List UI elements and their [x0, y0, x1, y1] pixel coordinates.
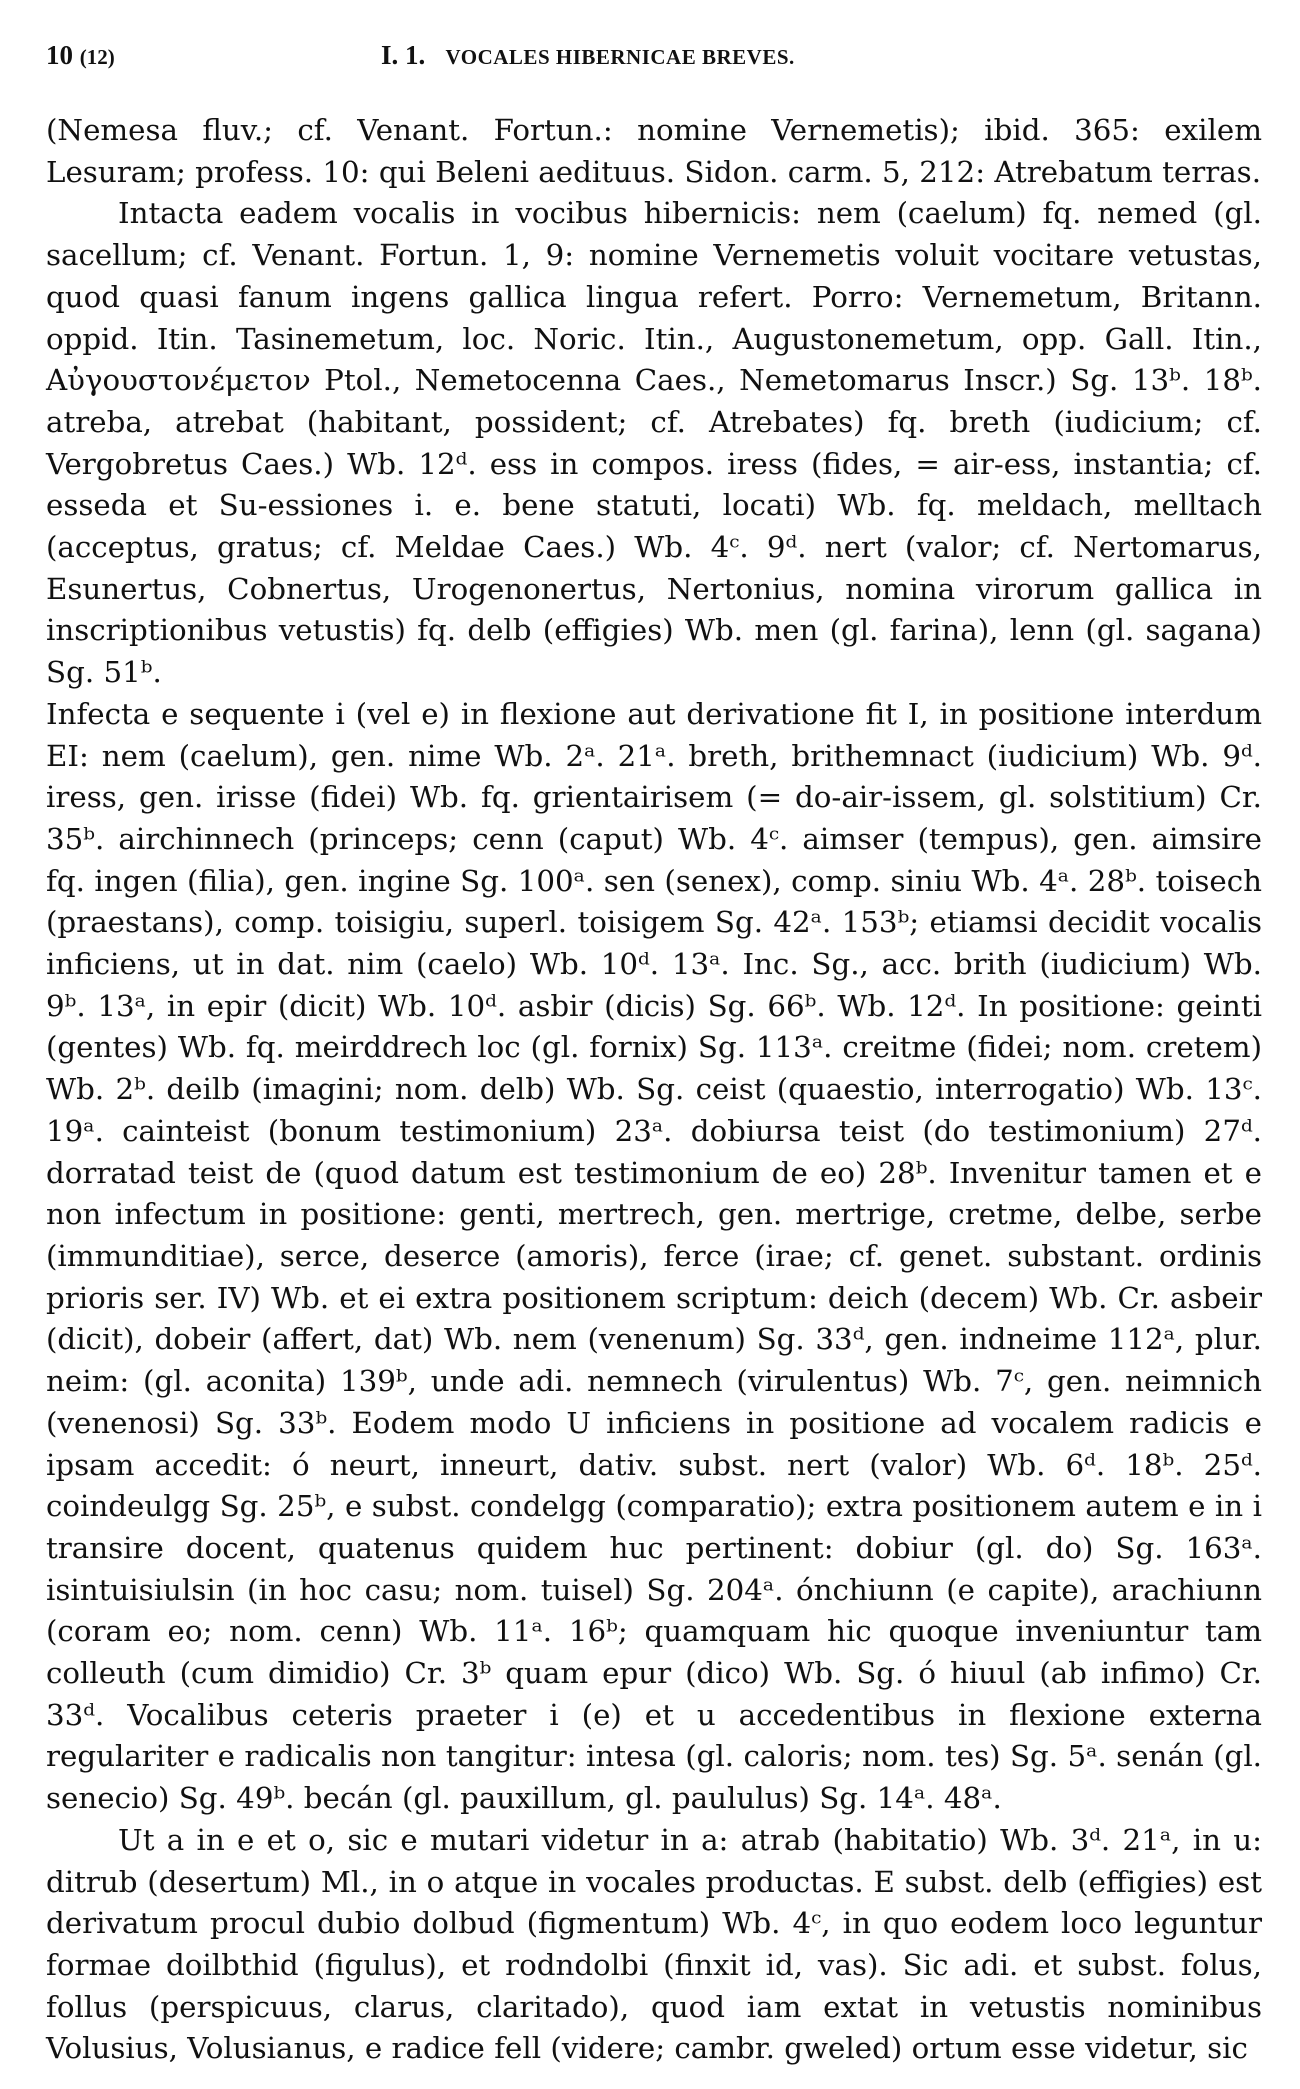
- body-text: [46, 110, 1262, 2070]
- paragraph-ut-a: Ut a in e et o, sic e mutari videtur in a: atrab (habitatio) Wb. 3ᵈ. 21ᵃ, in u: ditrub (desertum) Ml., in o atque in vocales productas. E subst. delb (effigies) est derivatum procul dubio dolbud (figmentum) Wb. 4ᶜ, in quo eodem loco leguntur formae doilbthid (figulus), et rodndolbi (finxit id, vas). Sic adi. et subst. folus, follus (perspicuus, clarus, claritado), quod iam extat in vetustis nominibus Volusius, Volusianus, e radice fell (videre; cambr. gweled) ortum esse videtur, sic: [46, 1822, 1262, 2066]
- page-number-value: 10: [46, 40, 73, 70]
- paragraph-continuation: (Nemesa fluv.; cf. Venant. Fortun.: nomine Vernemetis); ibid. 365: exilem Lesuram; profess. 10: qui Beleni aedituus. Sidon. carm. 5, 212: Atrebatum terras.: [46, 113, 1262, 189]
- page-header: [46, 40, 1262, 84]
- running-title: VOCALES HIBERNICAE BREVES.: [445, 45, 795, 69]
- page-number: [46, 40, 115, 71]
- page-number-alt: (12): [79, 45, 115, 69]
- section-number: I. 1.: [381, 40, 426, 70]
- running-head: [381, 40, 795, 71]
- paragraph-intacta: Intacta eadem vocalis in vocibus hibernicis: nem (caelum) fq. nemed (gl. sacellum; cf. Venant. Fortun. 1, 9: nomine Vernemetis voluit vocitare vetustas, quod quasi fanum ingens gallica lingua refert. Porro: Vernemetum, Britann. oppid. Itin. Tasinemetum, loc. Noric. Itin., Augustonemetum, opp. Gall. Itin., Αὐγουστονέμετον Ptol., Nemetocenna Caes., Nemetomarus Inscr.) Sg. 13ᵇ. 18ᵇ. atreba, atrebat (habitant, possident; cf. Atrebates) fq. breth (iudicium; cf. Vergobretus Caes.) Wb. 12ᵈ. ess in compos. iress (fides, = air-ess, instantia; cf. esseda et Su-essiones i. e. bene statuti, locati) Wb. fq. meldach, melltach (acceptus, gratus; cf. Meldae Caes.) Wb. 4ᶜ. 9ᵈ. nert (valor; cf. Nertomarus, Esunertus, Cobnertus, Urogenonertus, Nertonius, nomina virorum gallica in inscriptionibus vetustis) fq. delb (effigies) Wb. men (gl. farina), lenn (gl. sagana) Sg. 51ᵇ.: [46, 196, 1262, 690]
- paragraph-infecta: Infecta e sequente i (vel e) in flexione aut derivatione fit I, in positione interdum EI: nem (caelum), gen. nime Wb. 2ᵃ. 21ᵃ. breth, brithemnact (iudicium) Wb. 9ᵈ. iress, gen. irisse (fidei) Wb. fq. grientairisem (= do-air-issem, gl. solstitium) Cr. 35ᵇ. airchinnech (princeps; cenn (caput) Wb. 4ᶜ. aimser (tempus), gen. aimsire fq. ingen (filia), gen. ingine Sg. 100ᵃ. sen (senex), comp. siniu Wb. 4ᵃ. 28ᵇ. toisech (praestans), comp. toisigiu, superl. toisigem Sg. 42ᵃ. 153ᵇ; etiamsi decidit vocalis inficiens, ut in dat. nim (caelo) Wb. 10ᵈ. 13ᵃ. Inc. Sg., acc. brith (iudicium) Wb. 9ᵇ. 13ᵃ, in epir (dicit) Wb. 10ᵈ. asbir (dicis) Sg. 66ᵇ. Wb. 12ᵈ. In positione: geinti (gentes) Wb. fq. meirddrech loc (gl. fornix) Sg. 113ᵃ. creitme (fidei; nom. cretem) Wb. 2ᵇ. deilb (imagini; nom. delb) Wb. Sg. ceist (quaestio, interrogatio) Wb. 13ᶜ. 19ᵃ. cainteist (bonum testimonium) 23ᵃ. dobiursa teist (do testimonium) 27ᵈ. dorratad teist de (quod datum est testimonium de eo) 28ᵇ. Invenitur tamen et e non infectum in positione: genti, mertrech, gen. mertrige, cretme, delbe, serbe (immunditiae), serce, deserce (amoris), ferce (irae; cf. genet. substant. ordinis prioris ser. IV) Wb. et ei extra positionem scriptum: deich (decem) Wb. Cr. asbeir (dicit), dobeir (affert, dat) Wb. nem (venenum) Sg. 33ᵈ, gen. indneime 112ᵃ, plur. neim: (gl. aconita) 139ᵇ, unde adi. nemnech (virulentus) Wb. 7ᶜ, gen. neimnich (venenosi) Sg. 33ᵇ. Eodem modo U inficiens in positione ad vocalem radicis e ipsam accedit: ó neurt, inneurt, dativ. subst. nert (valor) Wb. 6ᵈ. 18ᵇ. 25ᵈ. coindeulgg Sg. 25ᵇ, e subst. condelgg (comparatio); extra positionem autem e in i transire docent, quatenus quidem huc pertinent: dobiur (gl. do) Sg. 163ᵃ. isintuisiulsin (in hoc casu; nom. tuisel) Sg. 204ᵃ. ónchiunn (e capite), arachiunn (coram eo; nom. cenn) Wb. 11ᵃ. 16ᵇ; quamquam hic quoque inveniuntur tam colleuth (cum dimidio) Cr. 3ᵇ quam epur (dico) Wb. Sg. ó hiuul (ab infimo) Cr. 33ᵈ. Vocalibus ceteris praeter i (e) et u accedentibus in flexione externa regulariter e radicalis non tangitur: intesa (gl. caloris; nom. tes) Sg. 5ᵃ. senán (gl. senecio) Sg. 49ᵇ. becán (gl. pauxillum, gl. paululus) Sg. 14ᵃ. 48ᵃ.: [46, 696, 1262, 1816]
